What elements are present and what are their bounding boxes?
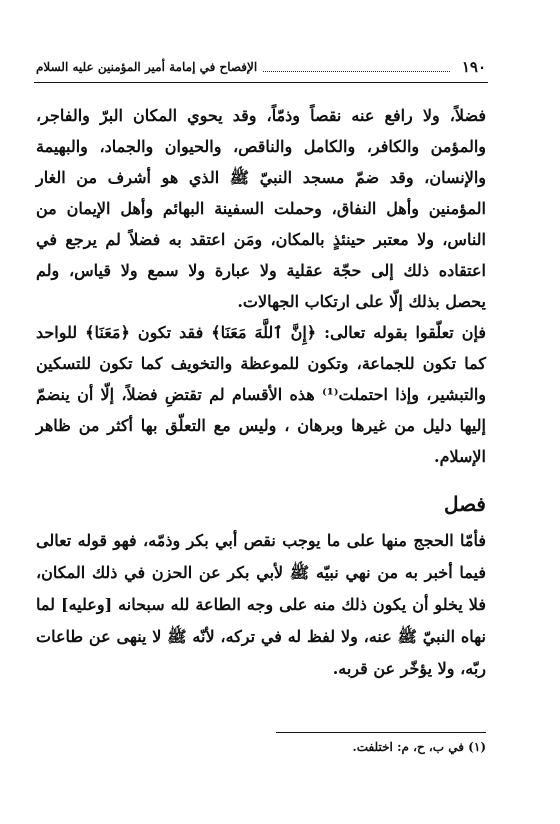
- footnote-rule: [276, 732, 486, 733]
- paragraph-2: فإن تعلّقوا بقوله تعالى: ﴿إِنَّ ٱللَّهَ مَعَنَا﴾ فقد تكون ﴿مَعَنَا﴾ للواحد كما تكون للجماعة، وتكون للموعظة والتخويف كما تكون للتسكين والتبشير، وإذا احتملت⁽¹⁾ هذه الأقسام لم تقتضِ فضلاً، إلّا أن ينضمّ إليها دليل من غيرها وبرهان ، وليس مع التعلّق بها أكثر من ظاهر الإسلام.: [36, 323, 486, 466]
- section-text: فأمّا الحجج منها على ما يوجب نقص أبي بكر وذمّه، فهو قوله تعالى فيما أخبر به من نهي نبيّه ﷺ لأبي بكر عن الحزن في ذلك المكان، فلا يخلو أن يكون ذلك منه على وجه الطاعة لله سبحانه [وعليه] لما نهاه النبيّ ﷺ عنه، ولا لفظ له في تركه، لأنّه ﷺ لا ينهى عن طاعات ربّه، ولا يؤخّر عن قربه.: [36, 531, 486, 678]
- footnote: (١) في ب، ح، م: اختلفت.: [352, 740, 486, 754]
- paragraph-1: فضلاً، ولا رافع عنه نقصاً وذمّاً، وقد يحوي المكان البرّ والفاجر، والمؤمن والكافر، والكامل والناقص، والحيوان والجماد، والبهيمة والإنسان، وقد ضمّ مسجد النبيّ ﷺ الذي هو أشرف من الغار المؤمنين وأهل النفاق، وحملت السفينة البهائم وأهل الإيمان من الناس، ولا معتبر حينئذٍ بالمكان، ومَن اعتقد به فضلاً لم يرجع في اعتقاده ذلك إلى حجّة عقلية ولا عبارة ولا سمع ولا قياس، ولم يحصل بذلك إلّا على ارتكاب الجهالات.: [36, 106, 487, 311]
- section-heading: فصل: [443, 492, 486, 516]
- page-number: ١٩٠: [461, 58, 486, 76]
- main-text: [36, 100, 486, 472]
- header-rule: [34, 82, 488, 83]
- running-title: الإفصاح في إمامة أمير المؤمنين عليه السلام: [36, 60, 258, 74]
- header-dot-leader: [263, 63, 450, 72]
- running-header: [36, 55, 486, 79]
